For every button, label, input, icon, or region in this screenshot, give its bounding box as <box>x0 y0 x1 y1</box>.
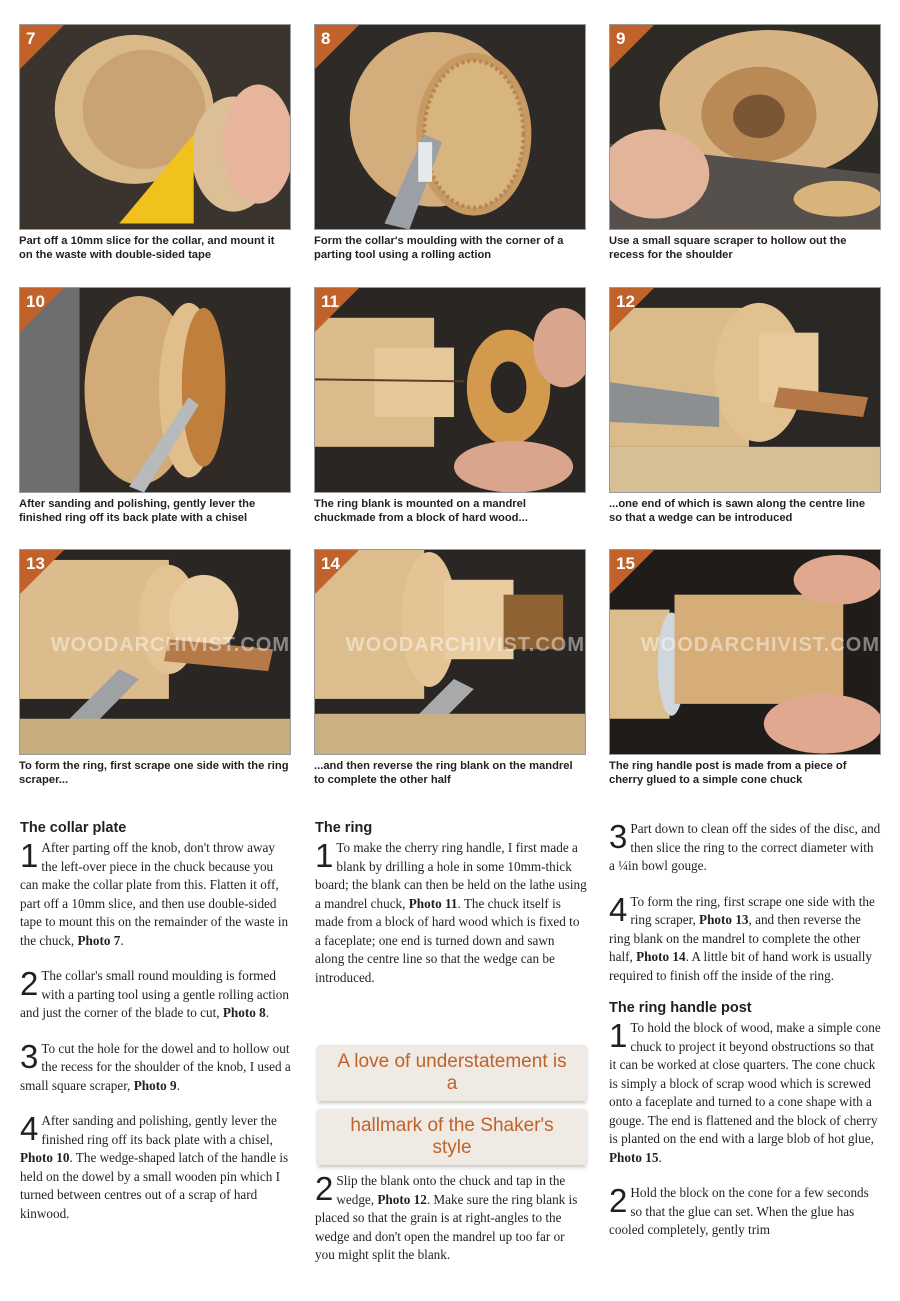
photo-image <box>314 549 586 755</box>
paragraph: 2 Hold the block on the cone for a few seconds so that the glue can set. When the glue has cooled completely, gently trim <box>609 1182 869 1237</box>
paragraph: 4 To form the ring, first scrape one side with the ring scraper, Photo 13, and then reverse the ring blank on the mandrel to complete the other half, Photo 14. A little bit of hand work is usually required to finish off the inside of the ring. <box>609 890 875 983</box>
paragraph: 3 Part down to clean off the sides of the disc, and then slice the ring to the correct diameter with a ¼in bowl gouge. <box>609 818 881 873</box>
pull-quote-line: hallmark of the Shaker's style <box>318 1109 586 1165</box>
paragraph: 4 After sanding and polishing, gently lever the finished ring off its back plate with a chisel, Photo 10. The wedge-shaped latch of the handle is held on the dowel by a small wooden pin which I turned between centres out of a scrap of hard kinwood. <box>20 1110 289 1221</box>
photo-caption: ...and then reverse the ring blank on the mandrel to complete the other half <box>314 760 573 786</box>
photo-caption: The ring handle post is made from a piece of cherry glued to a simple cone chuck <box>609 760 847 786</box>
photo-image <box>609 287 881 493</box>
photo-number: 13 <box>26 554 45 573</box>
watermark: WOODARCHIVIST.COM <box>345 634 585 656</box>
photo-number: 9 <box>616 29 626 48</box>
photo-image <box>19 549 291 755</box>
section-heading: The collar plate <box>20 820 127 836</box>
paragraph: 1 To hold the block of wood, make a simple cone chuck to project it beyond obstructions so that it can be worked at close quarters. The cone chuck is simply a block of scrap wood which is screwed onto a faceplate and turned to a cone shape with a gouge. The end is flattened and the block of cherry is planted on the end with a large blob of hot glue, Photo 15. <box>609 1017 881 1165</box>
photo-9 <box>609 24 881 262</box>
photo-caption: Part off a 10mm slice for the collar, and mount it on the waste with double-sided tape <box>19 235 275 261</box>
photo-15 <box>609 549 881 787</box>
photo-14 <box>314 549 586 787</box>
section-heading: The ring <box>315 820 373 836</box>
column-three <box>609 820 881 1240</box>
photo-caption: Form the collar's moulding with the corner of a parting tool using a rolling action <box>314 235 564 261</box>
paragraph: 1 After parting off the knob, don't throw away the left-over piece in the chuck because you can make the collar plate from this. Flatten it off, part off a 10mm slice, and then use double-sided tape to mount this on the remainder of the waste in the chuck, Photo 7. <box>20 837 289 948</box>
column-the-ring-continued <box>315 1172 587 1282</box>
watermark: WOODARCHIVIST.COM <box>50 634 290 656</box>
photo-image <box>19 24 291 230</box>
photo-7 <box>19 24 291 262</box>
photo-number: 11 <box>321 292 339 311</box>
paragraph: 1 To make the cherry ring handle, I first made a blank by drilling a hole in some 10mm-thick board; the blank can then be held on the lathe using a mandrel chuck, Photo 11. The chuck itself is made from a block of hard wood which is fixed to a faceplate; one end is turned down and sawn along the centre line so that the wedge can be introduced. <box>315 837 587 985</box>
photo-number: 14 <box>321 554 340 573</box>
photo-13 <box>19 549 291 787</box>
photo-image <box>314 287 586 493</box>
column-collar-plate <box>20 820 292 1240</box>
photo-caption: To form the ring, first scrape one side with the ring scraper... <box>19 760 289 786</box>
photo-12 <box>609 287 881 525</box>
photo-image <box>19 287 291 493</box>
paragraph: 3 To cut the hole for the dowel and to hollow out the recess for the shoulder of the knob, I used a small square scraper, Photo 9. <box>20 1037 291 1093</box>
photo-image <box>314 24 586 230</box>
photo-caption: The ring blank is mounted on a mandrel chuckmade from a block of hard wood... <box>314 498 528 524</box>
photo-number: 10 <box>26 292 45 311</box>
photo-number: 12 <box>616 292 635 311</box>
photo-8 <box>314 24 586 262</box>
photo-number: 15 <box>616 554 635 573</box>
photo-caption: After sanding and polishing, gently lever the finished ring off its back plate with a chisel <box>19 498 256 524</box>
photo-caption: ...one end of which is sawn along the centre line so that a wedge can be introduced <box>609 498 866 524</box>
photo-number: 7 <box>26 29 36 48</box>
photo-image <box>609 549 881 755</box>
paragraph: 2 Slip the blank onto the chuck and tap in the wedge, Photo 12. Make sure the ring blank is placed so that the grain is at right-angles to the wedge and don't open the mandrel up too far or you might split the blank. <box>315 1170 578 1262</box>
pull-quote-line: A love of understatement is a <box>318 1045 586 1101</box>
column-the-ring <box>315 820 587 1004</box>
watermark: WOODARCHIVIST.COM <box>640 634 880 656</box>
pull-quote <box>318 1045 586 1173</box>
photo-10 <box>19 287 291 525</box>
section-heading: The ring handle post <box>609 1000 752 1016</box>
photo-caption: Use a small square scraper to hollow out the recess for the shoulder <box>609 235 847 261</box>
photo-image <box>609 24 881 230</box>
paragraph: 2 The collar's small round moulding is formed with a parting tool using a gentle rolling action and just the corner of the blade to cut, Photo 8. <box>20 965 289 1020</box>
photo-number: 8 <box>321 29 331 48</box>
photo-11 <box>314 287 586 525</box>
